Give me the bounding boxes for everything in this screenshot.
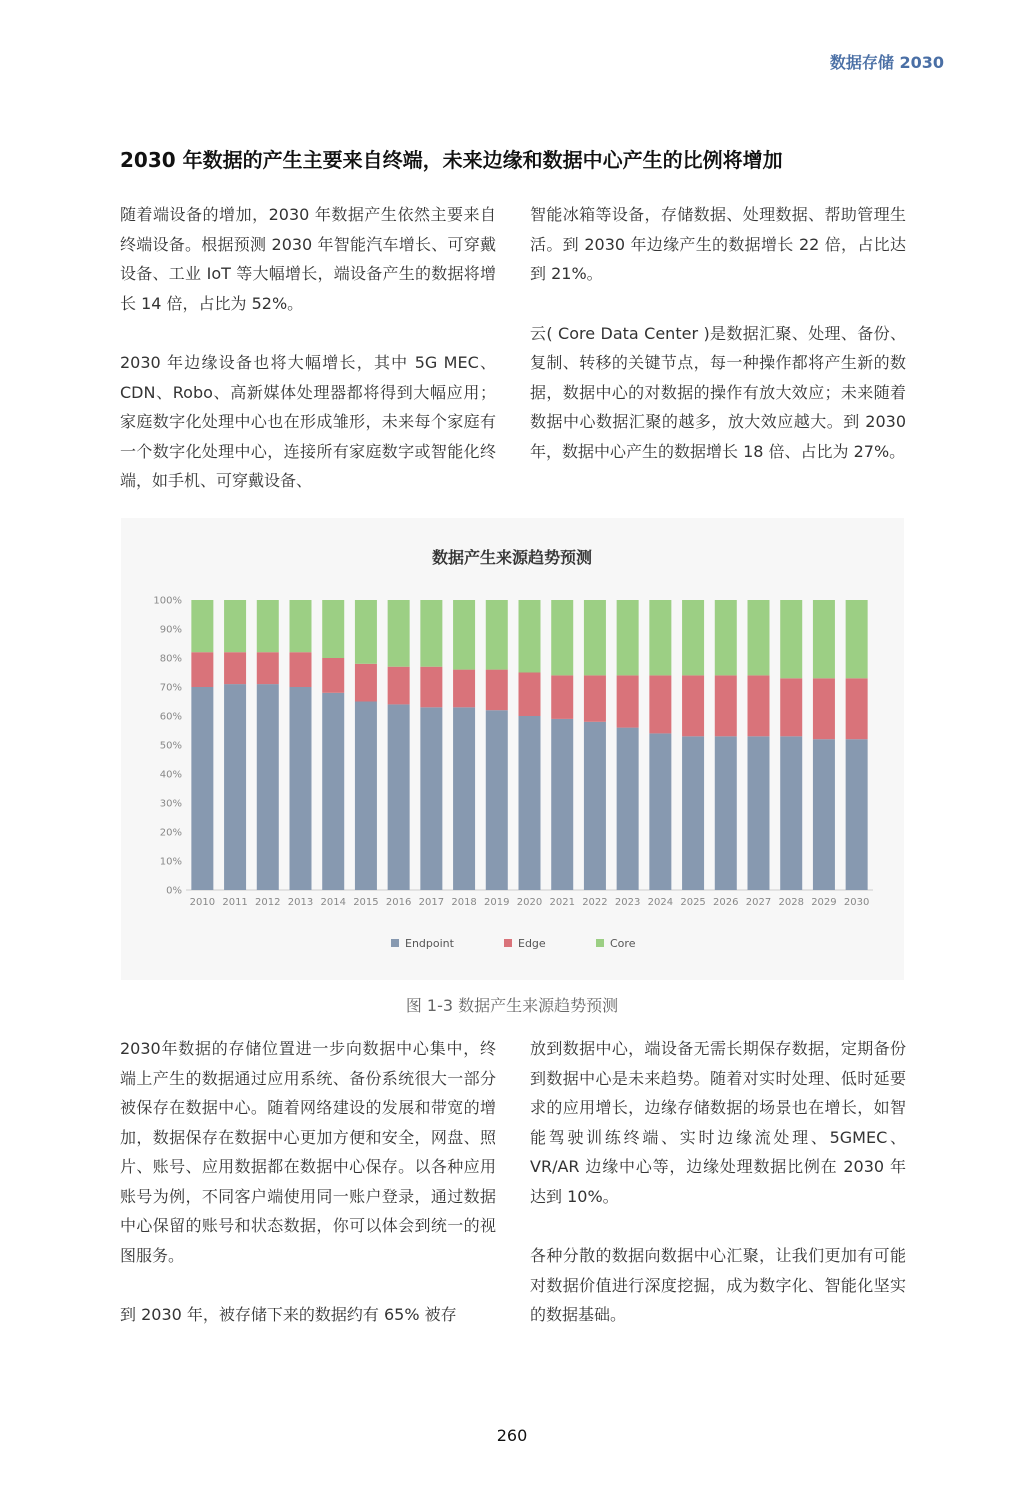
bar-segment-core xyxy=(813,600,835,678)
page-number: 260 xyxy=(496,1426,528,1445)
bar-segment-endpoint xyxy=(715,736,737,890)
x-tick-label: 2017 xyxy=(418,897,445,908)
legend-swatch xyxy=(596,939,604,947)
bar-segment-core xyxy=(519,600,541,673)
bar-segment-endpoint xyxy=(551,719,573,890)
bar-segment-core xyxy=(682,600,704,675)
legend-label: Endpoint xyxy=(405,937,454,950)
bar-segment-core xyxy=(584,600,606,675)
y-tick-label: 100% xyxy=(153,595,182,607)
bar-segment-edge xyxy=(322,658,344,693)
bar-segment-edge xyxy=(617,675,639,727)
x-tick-label: 2016 xyxy=(385,897,412,908)
bar-segment-edge xyxy=(715,675,737,736)
stacked-bar-chart xyxy=(121,518,904,980)
running-header: 数据存储 2030 xyxy=(829,53,944,72)
bar-segment-endpoint xyxy=(519,716,541,890)
top-left-column xyxy=(120,200,496,526)
bar-segment-core xyxy=(257,600,279,652)
y-tick-label: 70% xyxy=(159,682,182,694)
bar-segment-edge xyxy=(551,675,573,719)
bar-segment-endpoint xyxy=(322,693,344,890)
bar-segment-core xyxy=(486,600,508,670)
bar-segment-core xyxy=(617,600,639,675)
x-tick-label: 2025 xyxy=(680,897,706,908)
bar-segment-edge xyxy=(584,675,606,721)
x-tick-label: 2021 xyxy=(549,897,575,908)
figure-caption: 图 1-3 数据产生来源趋势预测 xyxy=(405,996,619,1015)
bar-segment-core xyxy=(748,600,770,675)
y-tick-label: 60% xyxy=(159,711,182,723)
x-tick-label: 2018 xyxy=(451,897,477,908)
bar-segment-edge xyxy=(846,678,868,739)
bar-segment-edge xyxy=(290,652,312,687)
x-tick-label: 2026 xyxy=(713,897,739,908)
bottom-left-column xyxy=(120,1034,496,1360)
bar-segment-endpoint xyxy=(257,684,279,890)
bar-segment-core xyxy=(420,600,442,667)
bar-segment-core xyxy=(224,600,246,652)
bar-segment-endpoint xyxy=(780,736,802,890)
paragraph: 随着端设备的增加，2030 年数据产生依然主要来自终端设备。根据预测 2030 年智能汽车增长、可穿戴设备、工业 IoT 等大幅增长，端设备产生的数据将增长 14 倍，占比为 52%。 xyxy=(120,205,496,313)
paragraph: 云( Core Data Center )是数据汇聚、处理、备份、复制、转移的关键节点，每一种操作都将产生新的数据，数据中心的对数据的操作有放大效应；未来随着数据中心数据汇聚的越多，放大效应越大。到 2030 年，数据中心产生的数据增长 18 倍、占比为 27%。 xyxy=(530,323,906,461)
chart-title: 数据产生来源趋势预测 xyxy=(431,548,593,567)
bar-segment-core xyxy=(551,600,573,675)
x-tick-label: 2027 xyxy=(745,897,772,908)
section-title: 2030 年数据的产生主要来自终端，未来边缘和数据中心产生的比例将增加 xyxy=(120,148,783,172)
bar-segment-core xyxy=(388,600,410,667)
y-tick-label: 50% xyxy=(159,740,182,752)
legend-swatch xyxy=(504,939,512,947)
bar-segment-core xyxy=(290,600,312,652)
bar-segment-core xyxy=(191,600,213,652)
legend-label: Edge xyxy=(518,937,546,950)
bar-segment-endpoint xyxy=(682,736,704,890)
y-tick-label: 30% xyxy=(159,798,182,810)
paragraph: 智能冰箱等设备，存储数据、处理数据、帮助管理生活。到 2030 年边缘产生的数据增长 22 倍，占比达到 21%。 xyxy=(530,205,906,283)
bar-segment-edge xyxy=(257,652,279,684)
chart-container xyxy=(121,518,904,980)
bar-segment-edge xyxy=(649,675,671,733)
bar-segment-endpoint xyxy=(486,710,508,890)
legend-label: Core xyxy=(610,937,636,950)
bar-segment-edge xyxy=(388,667,410,705)
bar-segment-edge xyxy=(224,652,246,684)
x-tick-label: 2030 xyxy=(843,897,870,908)
bar-segment-edge xyxy=(780,678,802,736)
paragraph: 到 2030 年，被存储下来的数据约有 65% 被存 xyxy=(120,1305,457,1324)
bar-segment-edge xyxy=(355,664,377,702)
x-tick-label: 2023 xyxy=(614,897,641,908)
bar-segment-core xyxy=(780,600,802,678)
x-tick-label: 2028 xyxy=(778,897,804,908)
paragraph: 2030 年边缘设备也将大幅增长，其中 5G MEC、CDN、Robo、高新媒体处理器都将得到大幅应用；家庭数字化处理中心也在形成雏形，未来每个家庭有一个数字化处理中心，连接所有家庭数字或智能化终端，如手机、可穿戴设备、 xyxy=(120,353,496,490)
x-tick-label: 2015 xyxy=(353,897,379,908)
bottom-right-column xyxy=(530,1034,906,1360)
y-tick-label: 0% xyxy=(166,885,182,897)
y-tick-label: 90% xyxy=(159,624,182,636)
top-right-column xyxy=(530,200,906,496)
bar-segment-edge xyxy=(748,675,770,736)
x-tick-label: 2011 xyxy=(222,897,248,908)
legend-swatch xyxy=(391,939,399,947)
y-tick-label: 10% xyxy=(159,856,182,868)
x-tick-label: 2014 xyxy=(320,897,346,908)
x-tick-label: 2020 xyxy=(516,897,543,908)
bar-segment-endpoint xyxy=(453,707,475,890)
y-tick-label: 20% xyxy=(159,827,182,839)
bar-segment-endpoint xyxy=(191,687,213,890)
bar-segment-core xyxy=(649,600,671,675)
bar-segment-edge xyxy=(486,670,508,711)
bar-segment-endpoint xyxy=(420,707,442,890)
x-tick-label: 2029 xyxy=(811,897,837,908)
bar-segment-endpoint xyxy=(748,736,770,890)
bar-segment-endpoint xyxy=(617,728,639,890)
bar-segment-core xyxy=(715,600,737,675)
bar-segment-edge xyxy=(191,652,213,687)
bar-segment-core xyxy=(322,600,344,658)
bar-segment-core xyxy=(846,600,868,678)
x-tick-label: 2010 xyxy=(189,897,216,908)
y-tick-label: 40% xyxy=(159,769,182,781)
bar-segment-endpoint xyxy=(388,704,410,890)
bar-segment-edge xyxy=(519,673,541,717)
bar-segment-core xyxy=(453,600,475,670)
bar-segment-endpoint xyxy=(846,739,868,890)
x-tick-label: 2024 xyxy=(647,897,674,908)
paragraph: 各种分散的数据向数据中心汇聚，让我们更加有可能对数据价值进行深度挖掘，成为数字化、智能化坚实的数据基础。 xyxy=(530,1246,906,1324)
paragraph: 2030年数据的存储位置进一步向数据中心集中，终端上产生的数据通过应用系统、备份系统很大一部分被保存在数据中心。随着网络建设的发展和带宽的增加，数据保存在数据中心更加方便和安全，网盘、照片、账号、应用数据都在数据中心保存。以各种应用账号为例，不同客户端使用同一账户登录，通过数据中心保留的账号和状态数据，你可以体会到统一的视图服务。 xyxy=(120,1039,496,1265)
bar-segment-endpoint xyxy=(355,702,377,891)
x-tick-label: 2022 xyxy=(582,897,608,908)
bar-segment-edge xyxy=(453,670,475,708)
bar-segment-edge xyxy=(682,675,704,736)
bar-segment-endpoint xyxy=(813,739,835,890)
bar-segment-endpoint xyxy=(290,687,312,890)
bar-segment-endpoint xyxy=(584,722,606,890)
paragraph: 放到数据中心，端设备无需长期保存数据，定期备份到数据中心是未来趋势。随着对实时处理、低时延要求的应用增长，边缘存储数据的场景也在增长，如智能驾驶训练终端、实时边缘流处理、5GMEC、VR/AR 边缘中心等，边缘处理数据比例在 2030 年达到 10%。 xyxy=(530,1039,906,1206)
bar-segment-edge xyxy=(813,678,835,739)
y-tick-label: 80% xyxy=(159,653,182,665)
x-tick-label: 2012 xyxy=(255,897,281,908)
bar-segment-endpoint xyxy=(649,733,671,890)
x-tick-label: 2019 xyxy=(484,897,510,908)
bar-segment-endpoint xyxy=(224,684,246,890)
x-tick-label: 2013 xyxy=(287,897,314,908)
bar-segment-core xyxy=(355,600,377,664)
bar-segment-edge xyxy=(420,667,442,708)
